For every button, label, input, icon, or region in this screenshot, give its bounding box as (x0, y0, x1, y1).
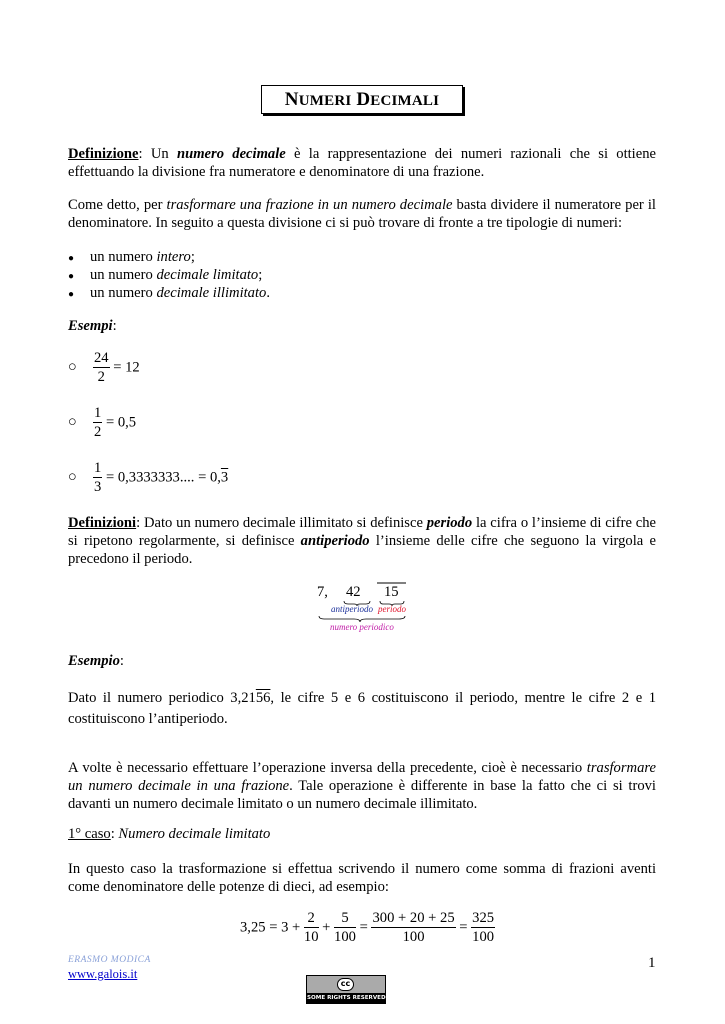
list-item: ● un numero decimale illimitato. (68, 285, 270, 301)
footer-link[interactable]: www.galois.it (68, 967, 138, 981)
diagram-period-label: periodo (378, 604, 406, 614)
example2-heading: Esempio: (68, 653, 124, 669)
diagram-period: 15 (384, 584, 399, 600)
example-row: ○ $\frac{1}{3}$ = 0,3333333.... = 0,3 (68, 460, 229, 495)
examples-heading: Esempi: (68, 318, 117, 334)
definitions-paragraph: Definizioni: Dato un numero decimale illimitato si definisce periodo la cifra o l’insieme di cifre che si ripetono regolarmente, si definisce antiperiodo l’insieme delle cifre che seguono la virgola e precedono il periodo. (68, 515, 656, 567)
diagram-antiperiod: 42 (346, 584, 361, 600)
footer-author: ERASMO MODICA (68, 955, 151, 965)
inverse-paragraph: A volte è necessario effettuare l’operazione inversa della precedente, cioè è necessario trasformare un numero decimale in una frazione. Tale operazione è differente in base la fatto che ci si trovi davanti un numero decimale limitato o un numero decimale illimitato. (68, 760, 656, 812)
list-item: ● un numero decimale limitato; (68, 267, 263, 283)
case1-paragraph: In questo caso la trasformazione si effettua scrivendo il numero come somma di frazioni aventi come denominatore delle potenze di dieci, ad esempio: (68, 861, 656, 895)
diagram-whole-label: numero periodico (330, 622, 394, 632)
page-number: 1 (648, 955, 656, 971)
example2-paragraph: Dato il numero periodico 3,2156, le cifre 5 e 6 costituiscono il periodo, mentre le cifre 2 e 1 costituiscono l’antiperiodo. (68, 690, 656, 727)
cc-icon: cc (337, 978, 354, 991)
cc-text: SOME RIGHTS RESERVED (307, 995, 386, 1001)
formula: 3,25 = 3 + $\frac{2}{10}$ + $\frac{5}{100}$ = $\frac{300 + 20 + 25}{100}$ = $\frac{325}{100}$ (240, 910, 495, 945)
diagram-antiperiod-label: antiperiodo (331, 604, 373, 614)
period-diagram (310, 580, 420, 635)
definition-paragraph: Definizione: Un numero decimale è la rappresentazione dei numeri razionali che si ottiene effettuando la divisione fra numeratore e denominatore di una frazione. (68, 146, 656, 180)
intro-paragraph: Come detto, per trasformare una frazione in un numero decimale basta dividere il numeratore per il denominatore. In seguito a questa divisione ci si può trovare di fronte a tre tipologie di numeri: (68, 197, 656, 231)
case1-heading: 1° caso: Numero decimale limitato (68, 826, 271, 842)
page-title: NUMERI DECIMALI (261, 85, 463, 114)
list-item: ● un numero intero; (68, 249, 195, 265)
example-row: ○ $\frac{1}{2}$ = 0,5 (68, 405, 137, 440)
diagram-integer: 7, (317, 584, 328, 600)
example-row: ○ $\frac{24}{2}$ = 12 (68, 350, 140, 385)
cc-badge[interactable] (306, 975, 386, 1004)
